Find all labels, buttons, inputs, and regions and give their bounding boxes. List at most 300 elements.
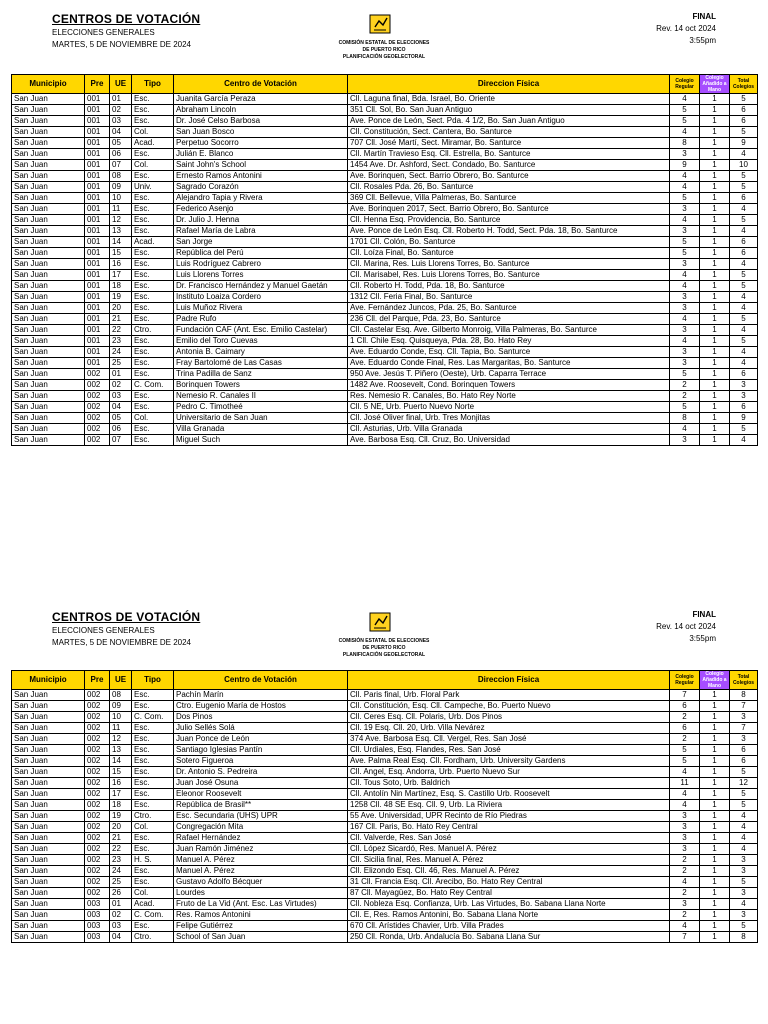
cell-ue: 14 xyxy=(110,237,132,248)
cell-pre: 001 xyxy=(85,160,110,171)
cell-centro: Juan Ramón Jiménez xyxy=(174,844,348,855)
cell-colegio-anadido: 1 xyxy=(700,204,730,215)
cell-municipio: San Juan xyxy=(12,701,85,712)
cell-centro: Alejandro Tapia y Rivera xyxy=(174,193,348,204)
cell-colegio-anadido: 1 xyxy=(700,690,730,701)
cell-colegio-regular: 2 xyxy=(670,888,700,899)
cell-centro: Santiago Iglesias Pantín xyxy=(174,745,348,756)
cell-colegio-regular: 4 xyxy=(670,921,700,932)
cell-pre: 001 xyxy=(85,237,110,248)
col-municipio: Municipio xyxy=(12,75,85,94)
cell-tipo: Esc. xyxy=(132,149,174,160)
cell-colegio-anadido: 1 xyxy=(700,116,730,127)
cell-tipo: Col. xyxy=(132,413,174,424)
cell-ue: 09 xyxy=(110,701,132,712)
cell-tipo: Col. xyxy=(132,888,174,899)
cell-centro: Pachín Marín xyxy=(174,690,348,701)
cell-total-colegios: 5 xyxy=(730,215,758,226)
cell-direccion: Ave. Eduardo Conde Final, Res. Las Margaritas, Bo. Santurce xyxy=(348,358,670,369)
cell-tipo: Esc. xyxy=(132,259,174,270)
cell-tipo: C. Com. xyxy=(132,910,174,921)
cell-centro: Fruto de La Vid (Ant. Esc. Las Virtudes) xyxy=(174,899,348,910)
cell-direccion: Ave. Barbosa Esq. Cll. Cruz, Bo. Universidad xyxy=(348,435,670,446)
cell-pre: 001 xyxy=(85,347,110,358)
cell-pre: 002 xyxy=(85,767,110,778)
cell-direccion: Cll. Urdiales, Esq. Flandes, Res. San José xyxy=(348,745,670,756)
table-row xyxy=(12,712,758,723)
cell-municipio: San Juan xyxy=(12,800,85,811)
cell-ue: 14 xyxy=(110,756,132,767)
cell-direccion: Ave. Ponce de León, Sect. Pda. 4 1/2, Bo. San Juan Antiguo xyxy=(348,116,670,127)
cell-direccion: 167 Cll. Paris, Bo. Hato Rey Central xyxy=(348,822,670,833)
cell-total-colegios: 4 xyxy=(730,303,758,314)
cell-centro: Abraham Lincoln xyxy=(174,105,348,116)
status-label: FINAL xyxy=(692,12,716,21)
cell-ue: 03 xyxy=(110,116,132,127)
cell-colegio-anadido: 1 xyxy=(700,160,730,171)
cell-ue: 11 xyxy=(110,723,132,734)
cell-direccion: Cll. 5 NE, Urb. Puerto Nuevo Norte xyxy=(348,402,670,413)
cell-municipio: San Juan xyxy=(12,391,85,402)
cell-colegio-regular: 6 xyxy=(670,701,700,712)
cell-tipo: Esc. xyxy=(132,358,174,369)
cell-direccion: 374 Ave. Barbosa Esq. Cll. Vergel, Res. San José xyxy=(348,734,670,745)
cell-pre: 002 xyxy=(85,855,110,866)
cell-colegio-regular: 4 xyxy=(670,767,700,778)
cell-centro: Lourdes xyxy=(174,888,348,899)
cell-colegio-anadido: 1 xyxy=(700,303,730,314)
cell-colegio-regular: 5 xyxy=(670,248,700,259)
cell-pre: 001 xyxy=(85,116,110,127)
cell-centro: School of San Juan xyxy=(174,932,348,943)
cell-colegio-regular: 3 xyxy=(670,844,700,855)
table-row xyxy=(12,347,758,358)
cell-centro: Congregación Mita xyxy=(174,822,348,833)
cell-direccion: 707 Cll. José Martí, Sect. Miramar, Bo. Santurce xyxy=(348,138,670,149)
cell-pre: 002 xyxy=(85,811,110,822)
cell-municipio: San Juan xyxy=(12,171,85,182)
cell-centro: Nemesio R. Canales II xyxy=(174,391,348,402)
cell-ue: 22 xyxy=(110,325,132,336)
status-label: FINAL xyxy=(692,610,716,619)
cell-direccion: Ave. Eduardo Conde, Esq. Cll. Tapia, Bo. Santurce xyxy=(348,347,670,358)
cell-colegio-anadido: 1 xyxy=(700,325,730,336)
col-tipo: Tipo xyxy=(132,671,174,690)
cell-municipio: San Juan xyxy=(12,380,85,391)
cell-municipio: San Juan xyxy=(12,314,85,325)
cell-direccion: Cll. Antolín Nin Martínez, Esq. S. Castillo Urb. Roosevelt xyxy=(348,789,670,800)
cell-colegio-anadido: 1 xyxy=(700,281,730,292)
cell-ue: 13 xyxy=(110,226,132,237)
cell-colegio-regular: 3 xyxy=(670,899,700,910)
cell-municipio: San Juan xyxy=(12,921,85,932)
cell-total-colegios: 4 xyxy=(730,149,758,160)
cell-total-colegios: 5 xyxy=(730,94,758,105)
cell-colegio-regular: 2 xyxy=(670,391,700,402)
cell-ue: 18 xyxy=(110,800,132,811)
cell-ue: 20 xyxy=(110,822,132,833)
cell-colegio-anadido: 1 xyxy=(700,899,730,910)
cell-colegio-regular: 3 xyxy=(670,204,700,215)
cell-tipo: Esc. xyxy=(132,756,174,767)
cell-ue: 09 xyxy=(110,182,132,193)
table-row xyxy=(12,424,758,435)
cell-municipio: San Juan xyxy=(12,105,85,116)
cell-direccion: 1 Cll. Chile Esq. Quisqueya, Pda. 28, Bo. Hato Rey xyxy=(348,336,670,347)
cell-tipo: Esc. xyxy=(132,314,174,325)
table-row xyxy=(12,94,758,105)
cell-total-colegios: 8 xyxy=(730,690,758,701)
revision-label: Rev. 14 oct 2024 xyxy=(656,24,716,33)
voting-centers-table xyxy=(11,670,758,943)
cell-pre: 002 xyxy=(85,833,110,844)
cell-total-colegios: 5 xyxy=(730,877,758,888)
cell-direccion: Cll. Castelar Esq. Ave. Gilberto Monroig, Villa Palmeras, Bo. Santurce xyxy=(348,325,670,336)
cell-municipio: San Juan xyxy=(12,811,85,822)
cell-municipio: San Juan xyxy=(12,259,85,270)
cell-pre: 003 xyxy=(85,932,110,943)
cell-colegio-regular: 5 xyxy=(670,116,700,127)
table-row xyxy=(12,259,758,270)
cell-total-colegios: 3 xyxy=(730,391,758,402)
table-row xyxy=(12,789,758,800)
cell-tipo: Esc. xyxy=(132,402,174,413)
cell-total-colegios: 7 xyxy=(730,701,758,712)
cell-total-colegios: 5 xyxy=(730,800,758,811)
cell-ue: 05 xyxy=(110,413,132,424)
cell-direccion: Cll. Ceres Esq. Cll. Polaris, Urb. Dos Pinos xyxy=(348,712,670,723)
cell-direccion: Cll. E, Res. Ramos Antonini, Bo. Sabana Llana Norte xyxy=(348,910,670,921)
cell-direccion: Cll. Martín Travieso Esq. Cll. Estrella, Bo. Santurce xyxy=(348,149,670,160)
cell-direccion: Ave. Fernández Juncos, Pda. 25, Bo. Santurce xyxy=(348,303,670,314)
table-row xyxy=(12,391,758,402)
cell-colegio-regular: 4 xyxy=(670,281,700,292)
cell-municipio: San Juan xyxy=(12,723,85,734)
cell-pre: 002 xyxy=(85,756,110,767)
cell-total-colegios: 5 xyxy=(730,921,758,932)
cell-direccion: Cll. Roberto H. Todd, Pda. 18, Bo. Santurce xyxy=(348,281,670,292)
cell-direccion: 351 Cll. Sol, Bo. San Juan Antiguo xyxy=(348,105,670,116)
election-date: MARTES, 5 DE NOVIEMBRE DE 2024 xyxy=(52,638,192,647)
cell-total-colegios: 3 xyxy=(730,380,758,391)
cell-ue: 25 xyxy=(110,877,132,888)
cell-ue: 06 xyxy=(110,424,132,435)
cell-tipo: Col. xyxy=(132,127,174,138)
cell-ue: 22 xyxy=(110,844,132,855)
cell-pre: 001 xyxy=(85,226,110,237)
cell-colegio-regular: 4 xyxy=(670,424,700,435)
cell-direccion: Cll. López Sicardó, Res. Manuel A. Pérez xyxy=(348,844,670,855)
cell-total-colegios: 3 xyxy=(730,855,758,866)
col-colegio-regular: Colegio Regular xyxy=(670,75,700,94)
cell-pre: 001 xyxy=(85,314,110,325)
cell-colegio-regular: 4 xyxy=(670,215,700,226)
cell-colegio-anadido: 1 xyxy=(700,94,730,105)
cell-tipo: Esc. xyxy=(132,701,174,712)
cell-municipio: San Juan xyxy=(12,690,85,701)
cell-ue: 07 xyxy=(110,435,132,446)
cell-colegio-regular: 5 xyxy=(670,237,700,248)
cell-centro: Luis Rodríguez Cabrero xyxy=(174,259,348,270)
cell-pre: 002 xyxy=(85,402,110,413)
cell-centro: Manuel A. Pérez xyxy=(174,866,348,877)
cell-ue: 16 xyxy=(110,778,132,789)
cell-ue: 21 xyxy=(110,314,132,325)
cell-pre: 002 xyxy=(85,745,110,756)
table-row xyxy=(12,270,758,281)
cell-ue: 02 xyxy=(110,380,132,391)
cell-pre: 002 xyxy=(85,789,110,800)
cell-pre: 002 xyxy=(85,380,110,391)
cell-pre: 001 xyxy=(85,171,110,182)
cell-municipio: San Juan xyxy=(12,877,85,888)
cell-tipo: Esc. xyxy=(132,193,174,204)
cell-pre: 001 xyxy=(85,303,110,314)
cell-colegio-regular: 3 xyxy=(670,292,700,303)
cell-centro: República de Brasil** xyxy=(174,800,348,811)
cell-pre: 002 xyxy=(85,800,110,811)
cell-direccion: 950 Ave. Jesús T. Piñero (Oeste), Urb. Caparra Terrace xyxy=(348,369,670,380)
table-row xyxy=(12,899,758,910)
cell-pre: 001 xyxy=(85,292,110,303)
table-header-row xyxy=(12,75,758,94)
table-row xyxy=(12,402,758,413)
cell-colegio-anadido: 1 xyxy=(700,336,730,347)
cell-pre: 001 xyxy=(85,94,110,105)
cell-pre: 001 xyxy=(85,281,110,292)
cell-total-colegios: 4 xyxy=(730,325,758,336)
cell-total-colegios: 5 xyxy=(730,281,758,292)
cell-pre: 001 xyxy=(85,193,110,204)
cell-colegio-regular: 9 xyxy=(670,160,700,171)
cell-ue: 19 xyxy=(110,292,132,303)
cell-ue: 05 xyxy=(110,138,132,149)
cell-centro: Dr. Antonio S. Pedreira xyxy=(174,767,348,778)
org-line-1: COMISIÓN ESTATAL DE ELECCIONES xyxy=(338,638,430,644)
cell-pre: 002 xyxy=(85,435,110,446)
cell-colegio-anadido: 1 xyxy=(700,734,730,745)
cell-centro: Manuel A. Pérez xyxy=(174,855,348,866)
cell-direccion: Cll. Rosales Pda. 26, Bo. Santurce xyxy=(348,182,670,193)
cell-colegio-anadido: 1 xyxy=(700,105,730,116)
cell-municipio: San Juan xyxy=(12,281,85,292)
cell-direccion: Cll. Asturias, Urb. Villa Granada xyxy=(348,424,670,435)
cell-tipo: Esc. xyxy=(132,833,174,844)
cee-logo-icon xyxy=(366,12,394,38)
table-row xyxy=(12,281,758,292)
table-row xyxy=(12,336,758,347)
cell-tipo: Esc. xyxy=(132,248,174,259)
cell-centro: Gustavo Adolfo Bécquer xyxy=(174,877,348,888)
cell-colegio-anadido: 1 xyxy=(700,292,730,303)
cell-centro: República del Perú xyxy=(174,248,348,259)
cell-tipo: Esc. xyxy=(132,435,174,446)
cell-colegio-regular: 4 xyxy=(670,94,700,105)
cell-colegio-anadido: 1 xyxy=(700,347,730,358)
cell-centro: Dr. José Celso Barbosa xyxy=(174,116,348,127)
table-row xyxy=(12,292,758,303)
cell-centro: Eleonor Roosevelt xyxy=(174,789,348,800)
cell-centro: Pedro C. Timotheé xyxy=(174,402,348,413)
cell-pre: 001 xyxy=(85,336,110,347)
cell-municipio: San Juan xyxy=(12,358,85,369)
cell-direccion: Cll. José Oliver final, Urb. Tres Monjitas xyxy=(348,413,670,424)
cell-centro: Dos Pinos xyxy=(174,712,348,723)
table-row xyxy=(12,358,758,369)
cell-ue: 06 xyxy=(110,149,132,160)
cell-tipo: Esc. xyxy=(132,215,174,226)
cell-municipio: San Juan xyxy=(12,756,85,767)
cell-centro: Juan José Osuna xyxy=(174,778,348,789)
cell-pre: 003 xyxy=(85,921,110,932)
cell-tipo: Esc. xyxy=(132,369,174,380)
cell-colegio-regular: 3 xyxy=(670,259,700,270)
cell-colegio-anadido: 1 xyxy=(700,248,730,259)
cell-direccion: Cll. Marisabel, Res. Luis Llorens Torres, Bo. Santurce xyxy=(348,270,670,281)
cell-tipo: Esc. xyxy=(132,921,174,932)
cell-centro: Sotero Figueroa xyxy=(174,756,348,767)
cell-pre: 001 xyxy=(85,215,110,226)
cell-municipio: San Juan xyxy=(12,844,85,855)
col-tipo: Tipo xyxy=(132,75,174,94)
table-row xyxy=(12,380,758,391)
cell-centro: Dr. Francisco Hernández y Manuel Gaetán xyxy=(174,281,348,292)
cell-ue: 12 xyxy=(110,734,132,745)
cell-colegio-regular: 4 xyxy=(670,877,700,888)
cell-colegio-anadido: 1 xyxy=(700,391,730,402)
cell-total-colegios: 5 xyxy=(730,182,758,193)
cell-tipo: Esc. xyxy=(132,171,174,182)
table-row xyxy=(12,888,758,899)
cell-municipio: San Juan xyxy=(12,767,85,778)
cell-pre: 001 xyxy=(85,259,110,270)
cell-pre: 003 xyxy=(85,910,110,921)
cell-total-colegios: 12 xyxy=(730,778,758,789)
cell-ue: 04 xyxy=(110,402,132,413)
cell-colegio-anadido: 1 xyxy=(700,833,730,844)
cell-total-colegios: 5 xyxy=(730,789,758,800)
table-row xyxy=(12,877,758,888)
cell-municipio: San Juan xyxy=(12,226,85,237)
voting-centers-table xyxy=(11,74,758,446)
table-row xyxy=(12,149,758,160)
col-direccion: Direccion Física xyxy=(348,671,670,690)
cell-tipo: Esc. xyxy=(132,94,174,105)
cell-ue: 02 xyxy=(110,105,132,116)
cell-colegio-regular: 8 xyxy=(670,138,700,149)
cell-pre: 002 xyxy=(85,391,110,402)
cell-ue: 21 xyxy=(110,833,132,844)
cell-colegio-anadido: 1 xyxy=(700,182,730,193)
cell-total-colegios: 5 xyxy=(730,767,758,778)
cell-direccion: Cll. Loíza Final, Bo. Santurce xyxy=(348,248,670,259)
cell-tipo: Esc. xyxy=(132,866,174,877)
cell-direccion: Ave. Borinquen, Sect. Barrio Obrero, Bo. Santurce xyxy=(348,171,670,182)
col-pre: Pre xyxy=(85,75,110,94)
cell-colegio-anadido: 1 xyxy=(700,435,730,446)
cell-centro: Juan Ponce de León xyxy=(174,734,348,745)
cell-tipo: Univ. xyxy=(132,182,174,193)
cell-municipio: San Juan xyxy=(12,734,85,745)
cell-colegio-anadido: 1 xyxy=(700,756,730,767)
time-label: 3:55pm xyxy=(689,36,716,45)
cell-direccion: 31 Cll. Francia Esq. Cll. Arecibo, Bo. Hato Rey Central xyxy=(348,877,670,888)
cell-ue: 02 xyxy=(110,910,132,921)
cell-centro: Antonia B. Caimary xyxy=(174,347,348,358)
cell-colegio-regular: 2 xyxy=(670,910,700,921)
cell-colegio-regular: 4 xyxy=(670,336,700,347)
table-body-page-1 xyxy=(12,94,758,446)
cell-ue: 04 xyxy=(110,127,132,138)
cee-logo-icon xyxy=(366,610,394,636)
cell-tipo: Esc. xyxy=(132,844,174,855)
cell-ue: 15 xyxy=(110,767,132,778)
cell-pre: 002 xyxy=(85,778,110,789)
cell-tipo: Acad. xyxy=(132,899,174,910)
cell-ue: 20 xyxy=(110,303,132,314)
table-row xyxy=(12,767,758,778)
cell-pre: 001 xyxy=(85,105,110,116)
cell-colegio-regular: 3 xyxy=(670,149,700,160)
cell-ue: 08 xyxy=(110,171,132,182)
cell-municipio: San Juan xyxy=(12,94,85,105)
cell-pre: 002 xyxy=(85,424,110,435)
cell-pre: 001 xyxy=(85,248,110,259)
cell-tipo: Esc. xyxy=(132,336,174,347)
col-centro: Centro de Votación xyxy=(174,75,348,94)
cell-ue: 19 xyxy=(110,811,132,822)
cell-tipo: Col. xyxy=(132,160,174,171)
election-name: ELECCIONES GENERALES xyxy=(52,28,155,37)
col-total-colegios: Total Colegios xyxy=(730,671,758,690)
cell-tipo: Ctro. xyxy=(132,932,174,943)
cell-centro: Rafael María de Labra xyxy=(174,226,348,237)
cell-direccion: 1454 Ave. Dr. Ashford, Sect. Condado, Bo. Santurce xyxy=(348,160,670,171)
cell-ue: 13 xyxy=(110,745,132,756)
cell-total-colegios: 6 xyxy=(730,745,758,756)
cell-colegio-anadido: 1 xyxy=(700,215,730,226)
cell-colegio-anadido: 1 xyxy=(700,767,730,778)
cell-municipio: San Juan xyxy=(12,712,85,723)
cell-centro: Ctro. Eugenio María de Hostos xyxy=(174,701,348,712)
cell-tipo: Esc. xyxy=(132,424,174,435)
cell-pre: 003 xyxy=(85,899,110,910)
cell-total-colegios: 4 xyxy=(730,226,758,237)
cell-ue: 12 xyxy=(110,215,132,226)
cell-municipio: San Juan xyxy=(12,822,85,833)
cell-colegio-regular: 3 xyxy=(670,833,700,844)
col-ue: UE xyxy=(110,75,132,94)
cell-colegio-anadido: 1 xyxy=(700,358,730,369)
cell-municipio: San Juan xyxy=(12,424,85,435)
table-row xyxy=(12,701,758,712)
document-title: CENTROS DE VOTACIÓN xyxy=(52,12,201,26)
cell-tipo: Esc. xyxy=(132,116,174,127)
document-page-1 xyxy=(0,0,768,444)
table-row xyxy=(12,866,758,877)
cell-colegio-regular: 3 xyxy=(670,811,700,822)
cell-direccion: 55 Ave. Universidad, UPR Recinto de Río Piedras xyxy=(348,811,670,822)
cell-ue: 10 xyxy=(110,193,132,204)
cell-direccion: Cll. Paris final, Urb. Floral Park xyxy=(348,690,670,701)
table-row xyxy=(12,811,758,822)
cell-total-colegios: 6 xyxy=(730,193,758,204)
cell-colegio-anadido: 1 xyxy=(700,932,730,943)
table-row xyxy=(12,138,758,149)
cell-ue: 15 xyxy=(110,248,132,259)
cell-colegio-regular: 7 xyxy=(670,690,700,701)
table-row xyxy=(12,778,758,789)
